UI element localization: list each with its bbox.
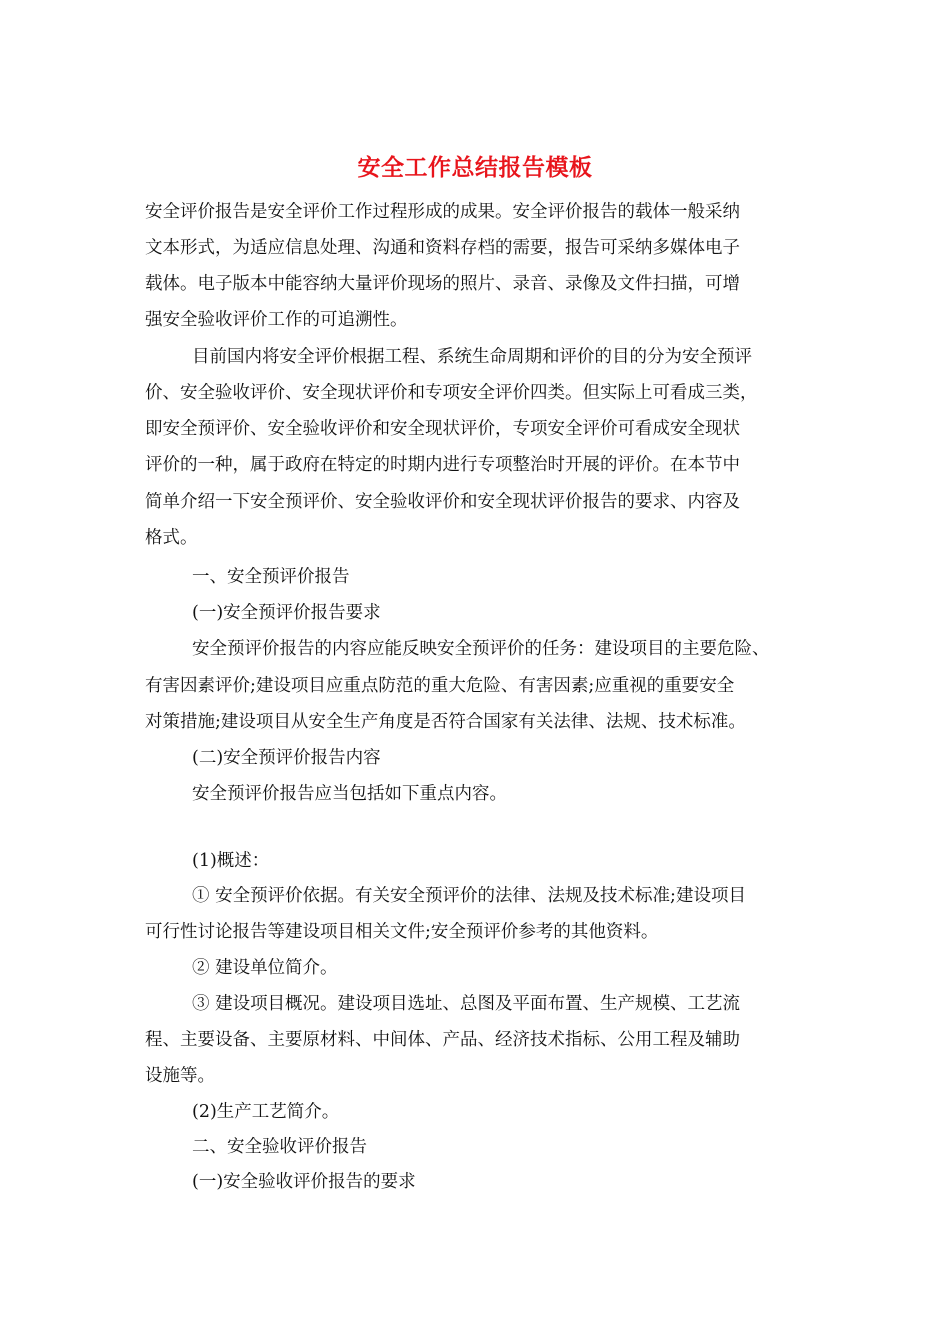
list-item: ① 安全预评价依据。有关安全预评价的法律、法规及技术标准;建设项目 xyxy=(192,886,746,906)
body-line: 安全预评价报告的内容应能反映安全预评价的任务：建设项目的主要危险、 xyxy=(192,639,770,659)
subsection-heading: (二)安全预评价报告内容 xyxy=(192,748,381,768)
body-line: 载体。电子版本中能容纳大量评价现场的照片、录音、录像及文件扫描，可增 xyxy=(145,274,740,294)
body-line: 可行性讨论报告等建设项目相关文件;安全预评价参考的其他资料。 xyxy=(145,922,659,942)
list-item: ② 建设单位简介。 xyxy=(192,958,338,978)
body-line: 有害因素评价;建设项目应重点防范的重大危险、有害因素;应重视的重要安全 xyxy=(145,676,735,696)
list-heading: (1)概述： xyxy=(192,851,270,871)
body-line: 价、安全验收评价、安全现状评价和专项安全评价四类。但实际上可看成三类， xyxy=(145,383,758,403)
subsection-heading: (一)安全预评价报告要求 xyxy=(192,603,381,623)
section-heading: 一、安全预评价报告 xyxy=(192,567,350,587)
body-line: 格式。 xyxy=(145,528,198,548)
body-line: 强安全验收评价工作的可追溯性。 xyxy=(145,310,408,330)
body-line: 文本形式，为适应信息处理、沟通和资料存档的需要，报告可采纳多媒体电子 xyxy=(145,238,740,258)
subsection-heading: (一)安全验收评价报告的要求 xyxy=(192,1172,416,1192)
body-line: 设施等。 xyxy=(145,1066,215,1086)
body-line: 简单介绍一下安全预评价、安全验收评价和安全现状评价报告的要求、内容及 xyxy=(145,492,740,512)
body-line: 评价的一种，属于政府在特定的时期内进行专项整治时开展的评价。在本节中 xyxy=(145,455,740,475)
body-line: 目前国内将安全评价根据工程、系统生命周期和评价的目的分为安全预评 xyxy=(192,347,752,367)
list-item: ③ 建设项目概况。建设项目选址、总图及平面布置、生产规模、工艺流 xyxy=(192,994,741,1014)
body-line: 对策措施;建设项目从安全生产角度是否符合国家有关法律、法规、技术标准。 xyxy=(145,712,746,732)
body-line: 安全评价报告是安全评价工作过程形成的成果。安全评价报告的载体一般采纳 xyxy=(145,202,740,222)
list-heading: (2)生产工艺简介。 xyxy=(192,1102,340,1122)
body-line: 安全预评价报告应当包括如下重点内容。 xyxy=(192,784,507,804)
body-line: 程、主要设备、主要原材料、中间体、产品、经济技术指标、公用工程及辅助 xyxy=(145,1030,740,1050)
document-title: 安全工作总结报告模板 xyxy=(357,154,593,181)
section-heading: 二、安全验收评价报告 xyxy=(192,1137,367,1157)
body-line: 即安全预评价、安全验收评价和安全现状评价，专项安全评价可看成安全现状 xyxy=(145,419,740,439)
